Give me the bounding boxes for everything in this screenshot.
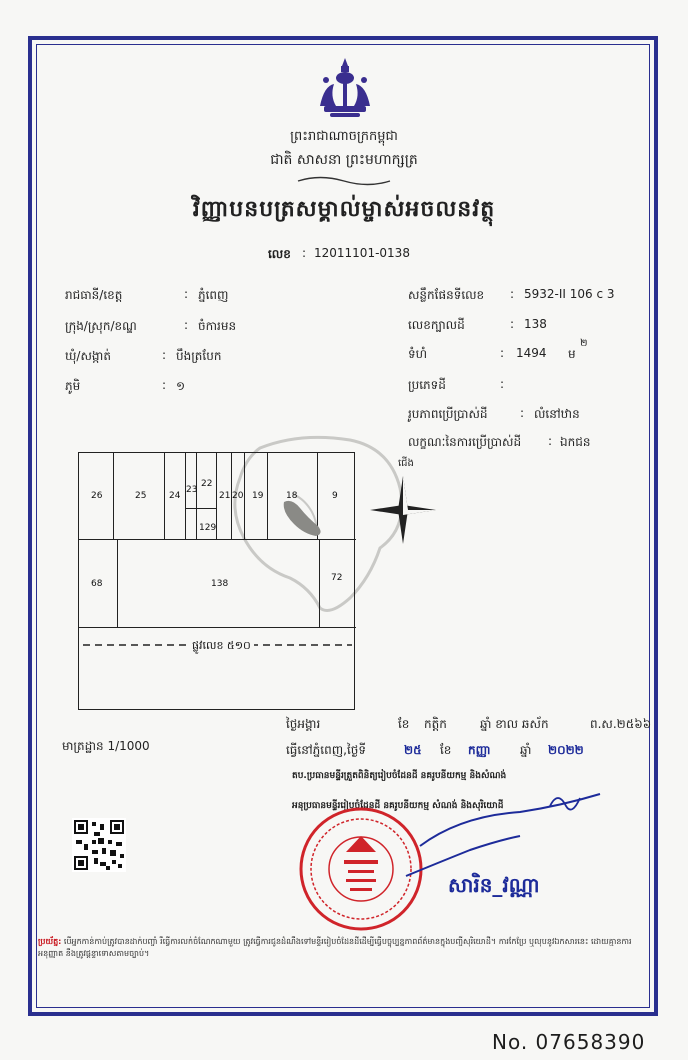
village-colon: : (162, 378, 167, 392)
map-sheet-value: 5932-II 106 c 3 (524, 287, 615, 301)
warning-text: បើអ្នកកាន់កាប់ត្រូវបានដាក់បញ្ចាំ រឺធ្វើការលក់ចំណែកណាមួយ ត្រូវធ្វើការជូនដំណឹងទៅមន្ទីររៀបចំដែនដីដើម្បីធ្វើបច្ចុប្បន្នភាពព័ត៌មានក្នុងបញ្ជីសុរិយោដី។ ការកែប្រែ ឬលុបនូវឯកសារនេះ ដោយគ្មានការអនុញ្ញាត នឹងត្រូវផ្តន្ទាទោសតាមច្បាប់។ (38, 937, 632, 958)
commune-label: ឃុំ/សង្កាត់ (65, 349, 111, 363)
document-title: វិញ្ញាបនបត្រសម្គាល់ម្ចាស់អចលនវត្ថុ (192, 197, 496, 222)
district-label: ក្រុង/ស្រុក/ខណ្ឌ (65, 319, 137, 333)
number-label: លេខ (268, 247, 291, 261)
ornament-divider (296, 174, 392, 188)
number-colon: : (302, 246, 307, 260)
area-label: ទំហំ (408, 347, 428, 361)
commune-value: បឹងត្របែក (176, 349, 222, 363)
warning-prefix: ប្រយ័ត្ន: (38, 937, 62, 946)
date-month-label: ខែ (398, 717, 410, 731)
kingdom-heading: ព្រះរាជាណាចក្រកម្ពុជា (290, 129, 398, 144)
signature-mark (400, 776, 620, 886)
warning-notes (38, 936, 648, 960)
parcel-label: 25 (135, 491, 147, 501)
province-label: រាជធានី/ខេត្ត (65, 288, 123, 302)
qr-code-icon (72, 818, 126, 872)
road-label: ផ្លូវលេខ ៥១០ (189, 639, 254, 655)
parcel-number-colon: : (510, 317, 515, 331)
village-label: ភូមិ (65, 379, 81, 393)
land-use-value: លំនៅឋាន (534, 407, 580, 421)
district-value: ចំការមន (198, 319, 237, 333)
lake-shape (278, 496, 328, 540)
area-colon: : (500, 346, 505, 360)
date-year-label: ឆ្នាំ (520, 743, 532, 757)
certificate-number: 12011101-0138 (314, 246, 410, 260)
parcel-label: 21 (219, 491, 231, 501)
district-colon: : (184, 318, 189, 332)
land-use-label: រូបភាពប្រើប្រាស់ដី (408, 407, 488, 421)
signatory-name: សារិន_វណ្ណា (448, 873, 540, 897)
land-use-colon: : (520, 406, 525, 420)
land-type-label: ប្រភេទដី (408, 378, 446, 392)
made-at-label: ធ្វើនៅភ្នំពេញ,ថ្ងៃទី (286, 743, 366, 757)
area-unit-superscript: ២ (580, 338, 588, 349)
land-use-nature-colon: : (548, 434, 553, 448)
land-type-colon: : (500, 377, 505, 391)
parcel-number-value: 138 (524, 317, 547, 331)
land-use-nature-value: ឯកជន (560, 435, 591, 449)
date-month: កញ្ញា (468, 743, 491, 757)
parcel-label: 18 (286, 491, 298, 501)
date-year: ២០២២ (548, 743, 584, 757)
date-lunar-year: ឆ្នាំ ខាល ឆស័ក (480, 717, 549, 731)
date-lunar-month: កត្ដិក (424, 717, 447, 731)
parcel-label: 129 (199, 523, 217, 533)
parcel-label: 9 (332, 491, 338, 501)
map-sheet-colon: : (510, 287, 515, 301)
commune-colon: : (162, 348, 167, 362)
date-day: ២៥ (404, 743, 422, 757)
parcel-number-label: លេខក្បាលដី (408, 318, 465, 332)
motto-heading: ជាតិ សាសនា ព្រះមហាក្សត្រ (270, 152, 418, 168)
province-colon: : (184, 287, 189, 301)
parcel-label: 138 (211, 579, 229, 589)
date-weekday: ថ្ងៃអង្គារ (286, 717, 321, 731)
parcel-label: 68 (91, 579, 103, 589)
signatory-title-1: តប.ប្រធានមន្ទីរត្រួតពិនិត្យរៀបចំដែនដី នគរូបនីយកម្ម និងសំណង់ (292, 771, 507, 781)
parcel-label: 23 (186, 485, 198, 495)
province-value: ភ្នំពេញ (198, 288, 229, 302)
serial-number: No. 07658390 (492, 1030, 646, 1054)
royal-emblem-icon (312, 56, 378, 122)
parcel-label: 72 (331, 573, 343, 583)
signatory-title-2: អនុប្រធានមន្ទីររៀបចំដែនដី នគរូបនីយកម្ម សំណង់ និងសុរិយោដី (292, 801, 504, 811)
parcel-label: 26 (91, 491, 103, 501)
area-unit: ម (568, 347, 576, 361)
date-buddhist-era: ព.ស.២៥៦៦ (590, 717, 652, 731)
land-use-nature-label: លក្ខណៈនៃការប្រើប្រាស់ដី (408, 435, 522, 449)
parcel-label: 24 (169, 491, 181, 501)
parcel-label: 19 (252, 491, 264, 501)
parcel-label: 20 (232, 491, 244, 501)
north-arrow-icon (368, 470, 438, 550)
parcel-map (78, 452, 355, 710)
date-month-label-2: ខែ (440, 743, 452, 757)
map-sheet-label: សន្លឹកផែនទីលេខ (408, 288, 485, 302)
village-value: ១ (176, 379, 186, 393)
map-scale: មាត្រដ្ឋាន 1/1000 (62, 739, 150, 753)
area-value: 1494 (516, 346, 547, 360)
parcel-label: 22 (201, 479, 213, 489)
north-label: ជើង (398, 458, 414, 469)
